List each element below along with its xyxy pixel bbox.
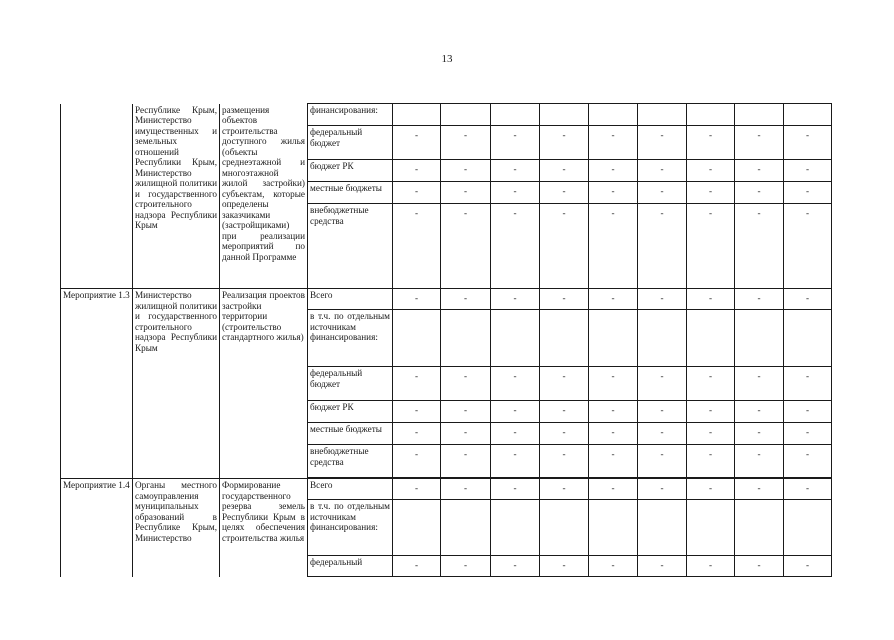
- value-cell: -: [540, 204, 589, 289]
- source-label: бюджет РК: [308, 160, 393, 182]
- value-cell: -: [638, 160, 687, 182]
- value-cell: -: [491, 182, 540, 204]
- source-label: федеральный бюджет: [308, 126, 393, 160]
- event-cell: Мероприятие 1.3: [61, 289, 133, 479]
- value-cell: -: [735, 479, 784, 500]
- value-cell: -: [638, 445, 687, 478]
- funding-table: [60, 103, 832, 577]
- source-label: Всего: [308, 289, 393, 310]
- value-cell: -: [687, 204, 735, 289]
- source-label: местные бюджеты: [308, 182, 393, 204]
- value-cell: -: [540, 479, 589, 500]
- event-cell: [61, 104, 133, 289]
- value-cell: -: [540, 423, 589, 445]
- value-cell: -: [441, 204, 491, 289]
- value-cell: -: [735, 423, 784, 445]
- value-cell: -: [393, 204, 441, 289]
- description-cell: Формирование государственного резерва земель Республики Крым в целях обеспечения строительства жилья: [220, 479, 308, 577]
- value-cell: -: [735, 445, 784, 478]
- source-label: Всего: [308, 479, 393, 500]
- value-cell: -: [393, 160, 441, 182]
- source-label: внебюджетные средства: [308, 445, 393, 478]
- value-cell: -: [638, 423, 687, 445]
- value-cell: -: [491, 445, 540, 478]
- value-cell: -: [393, 445, 441, 478]
- table-row: [61, 479, 832, 500]
- value-cell: -: [638, 182, 687, 204]
- value-cell: -: [589, 160, 638, 182]
- value-cell: -: [735, 204, 784, 289]
- value-cell: -: [441, 367, 491, 401]
- value-cell: -: [589, 126, 638, 160]
- value-cell: -: [393, 126, 441, 160]
- value-cell: -: [491, 126, 540, 160]
- value-cell: -: [540, 289, 589, 310]
- value-cell: -: [491, 479, 540, 500]
- value-cell: -: [393, 423, 441, 445]
- value-cell: -: [687, 367, 735, 401]
- value-cell: -: [784, 556, 832, 577]
- value-cell: -: [784, 126, 832, 160]
- value-cell: -: [393, 289, 441, 310]
- executor-cell: Министерство жилищной политики и государственного строительного надзора Республики Крым: [133, 289, 220, 479]
- source-label: в т.ч. по отдельным источникам финансирования:: [308, 500, 393, 556]
- page-number: 13: [441, 53, 453, 65]
- value-cell: -: [735, 556, 784, 577]
- value-cell: -: [589, 367, 638, 401]
- value-cell: -: [638, 126, 687, 160]
- value-cell: -: [784, 160, 832, 182]
- value-cell: -: [687, 479, 735, 500]
- value-cell: -: [735, 401, 784, 423]
- value-cell: -: [638, 204, 687, 289]
- table-row: [61, 289, 832, 310]
- value-cell: -: [589, 289, 638, 310]
- value-cell: -: [589, 479, 638, 500]
- source-label: финансирования:: [308, 104, 393, 126]
- value-cell: -: [589, 445, 638, 478]
- value-cell: -: [638, 556, 687, 577]
- value-cell: -: [687, 182, 735, 204]
- value-cell: -: [735, 126, 784, 160]
- source-label: местные бюджеты: [308, 423, 393, 445]
- description-cell: размещения объектов строительства доступного жилья (объекты среднеэтажной и многоэтажной жилой застройки) субъектам, которые определены заказчиками (застройщиками) при реализации мероприятий по данной Программе: [220, 104, 308, 289]
- value-cell: -: [441, 160, 491, 182]
- value-cell: -: [491, 423, 540, 445]
- value-cell: -: [687, 289, 735, 310]
- value-cell: -: [784, 401, 832, 423]
- value-cell: -: [687, 401, 735, 423]
- value-cell: -: [540, 182, 589, 204]
- value-cell: -: [441, 289, 491, 310]
- value-cell: -: [589, 182, 638, 204]
- value-cell: -: [784, 445, 832, 478]
- value-cell: -: [589, 204, 638, 289]
- value-cell: -: [687, 445, 735, 478]
- value-cell: -: [393, 182, 441, 204]
- value-cell: -: [687, 556, 735, 577]
- value-cell: -: [638, 401, 687, 423]
- value-cell: -: [540, 367, 589, 401]
- value-cell: -: [393, 556, 441, 577]
- value-cell: -: [441, 445, 491, 478]
- source-label: федеральный бюджет: [308, 367, 393, 401]
- value-cell: -: [784, 204, 832, 289]
- value-cell: -: [784, 182, 832, 204]
- value-cell: -: [491, 289, 540, 310]
- value-cell: -: [441, 423, 491, 445]
- value-cell: -: [540, 126, 589, 160]
- value-cell: -: [540, 445, 589, 478]
- value-cell: -: [638, 367, 687, 401]
- source-label: бюджет РК: [308, 401, 393, 423]
- value-cell: -: [441, 479, 491, 500]
- value-cell: -: [784, 479, 832, 500]
- value-cell: -: [491, 160, 540, 182]
- source-label: внебюджетные средства: [308, 204, 393, 289]
- value-cell: -: [393, 401, 441, 423]
- description-cell: Реализация проектов застройки территории (строительство стандартного жилья): [220, 289, 308, 479]
- value-cell: -: [491, 367, 540, 401]
- value-cell: -: [735, 289, 784, 310]
- value-cell: -: [589, 401, 638, 423]
- source-label: федеральный: [308, 556, 393, 577]
- value-cell: -: [784, 423, 832, 445]
- value-cell: -: [393, 479, 441, 500]
- value-cell: -: [491, 204, 540, 289]
- value-cell: -: [441, 126, 491, 160]
- executor-cell: Органы местного самоуправления муниципальных образований в Республике Крым, Министерство: [133, 479, 220, 577]
- value-cell: -: [735, 367, 784, 401]
- value-cell: -: [441, 401, 491, 423]
- value-cell: -: [687, 160, 735, 182]
- value-cell: -: [441, 182, 491, 204]
- table-row: [61, 104, 832, 126]
- value-cell: -: [589, 556, 638, 577]
- value-cell: -: [441, 556, 491, 577]
- value-cell: -: [540, 401, 589, 423]
- value-cell: -: [735, 182, 784, 204]
- value-cell: -: [491, 401, 540, 423]
- value-cell: -: [784, 367, 832, 401]
- value-cell: -: [638, 289, 687, 310]
- value-cell: -: [784, 289, 832, 310]
- value-cell: -: [491, 556, 540, 577]
- value-cell: -: [540, 556, 589, 577]
- value-cell: -: [735, 160, 784, 182]
- value-cell: -: [393, 367, 441, 401]
- value-cell: -: [687, 423, 735, 445]
- value-cell: -: [638, 479, 687, 500]
- source-label: в т.ч. по отдельным источникам финансирования:: [308, 310, 393, 367]
- executor-cell: Республике Крым, Министерство имущественных и земельных отношений Республики Крым, Министерство жилищной политики и государственного строительного надзора Республики Крым: [133, 104, 220, 289]
- value-cell: -: [540, 160, 589, 182]
- value-cell: -: [589, 423, 638, 445]
- event-cell: Мероприятие 1.4: [61, 479, 133, 577]
- value-cell: -: [687, 126, 735, 160]
